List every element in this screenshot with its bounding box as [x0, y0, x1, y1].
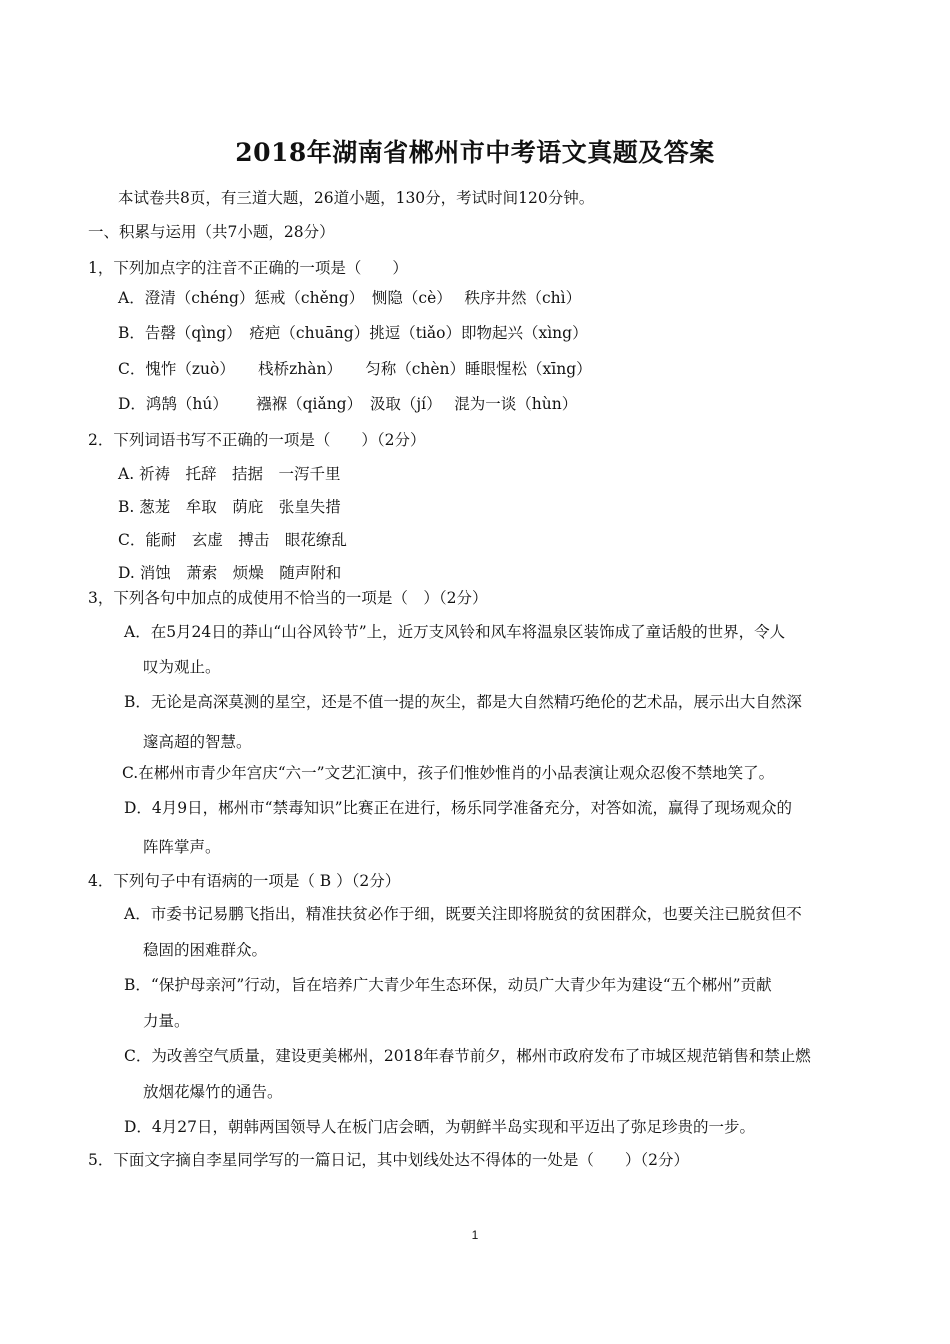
question-5-stem: 5．下面文字摘自李星同学写的一篇日记，其中划线处达不得体的一处是（ ）（2分） [88, 1151, 689, 1169]
question-3-option-b: B．无论是高深莫测的星空，还是不值一提的灰尘，都是大自然精巧绝伦的艺术品，展示出大自然深 [124, 693, 802, 711]
question-3-option-a: A．在5月24日的莽山“山谷风铃节”上，近万支风铃和风车将温泉区装饰成了童话般的世界，令人 [124, 623, 786, 641]
question-1-option-c: C．愧怍（zuò） 栈桥zhàn） 匀称（chèn）睡眼惺松（xīng） [118, 360, 592, 378]
question-2-option-d: D. 消蚀 萧索 烦燥 随声附和 [118, 564, 342, 582]
question-3-option-d-cont: 阵阵掌声。 [143, 838, 221, 856]
question-2-stem: 2．下列词语书写不正确的一项是（ ）（2分） [88, 431, 426, 449]
question-1-option-a: A．澄清（chéng）惩戒（chěng） 恻隐（cè） 秩序井然（chì） [118, 289, 582, 307]
question-4-option-a-cont: 稳固的困难群众。 [143, 941, 268, 959]
question-3-option-a-cont: 叹为观止。 [143, 658, 221, 676]
document-title: 2018年湖南省郴州市中考语文真题及答案 [235, 138, 715, 167]
question-2-option-c: C．能耐 玄虚 搏击 眼花缭乱 [118, 531, 347, 549]
question-4-option-c-cont: 放烟花爆竹的通告。 [143, 1083, 283, 1101]
question-4-option-b-cont: 力量。 [143, 1012, 190, 1030]
question-4-stem: 4．下列句子中有语病的一项是（ B ）（2分） [88, 872, 401, 890]
question-3-option-d: D．4月9日，郴州市“禁毒知识”比赛正在进行，杨乐同学准备充分，对答如流，赢得了现场观众的 [124, 799, 793, 817]
question-4-option-a: A．市委书记易鹏飞指出，精准扶贫必作于细，既要关注即将脱贫的贫困群众，也要关注已脱贫但不 [124, 905, 802, 923]
page-number: 1 [471, 1228, 479, 1242]
question-1-option-d: D．鸿鹄（hú） 襁褓（qiǎng） 汲取（jí） 混为一谈（hùn） [118, 395, 578, 413]
section-heading: 一、积累与运用（共7小题，28分） [88, 223, 335, 241]
question-1-stem: 1，下列加点字的注音不正确的一项是（ ） [88, 259, 408, 277]
question-4-option-d: D．4月27日，朝韩两国领导人在板门店会晒，为朝鲜半岛实现和平迈出了弥足珍贵的一步。 [124, 1118, 756, 1136]
exam-intro: 本试卷共8页，有三道大题，26道小题，130分，考试时间120分钟。 [118, 189, 595, 207]
question-2-option-a: A. 祈祷 托辞 拮据 一泻千里 [118, 465, 341, 483]
question-1-option-b: B．告罄（qìng） 疮疤（chuāng）挑逗（tiǎo）即物起兴（xìng） [118, 324, 588, 342]
question-4-option-b: B．“保护母亲河”行动，旨在培养广大青少年生态环保，动员广大青少年为建设“五个郴州”贡献 [124, 976, 772, 994]
question-4-option-c: C．为改善空气质量，建设更美郴州，2018年春节前夕，郴州市政府发布了市城区规范销售和禁止燃 [124, 1047, 811, 1065]
question-2-option-b: B. 葱茏 牟取 荫庇 张皇失措 [118, 498, 341, 516]
question-3-option-c: C.在郴州市青少年宫庆“六一”文艺汇演中，孩子们惟妙惟肖的小品表演让观众忍俊不禁地笑了。 [122, 764, 775, 782]
question-3-option-b-cont: 邃高超的智慧。 [143, 733, 252, 751]
question-3-stem: 3，下列各句中加点的成使用不恰当的一项是（ ）（2分） [88, 589, 488, 607]
